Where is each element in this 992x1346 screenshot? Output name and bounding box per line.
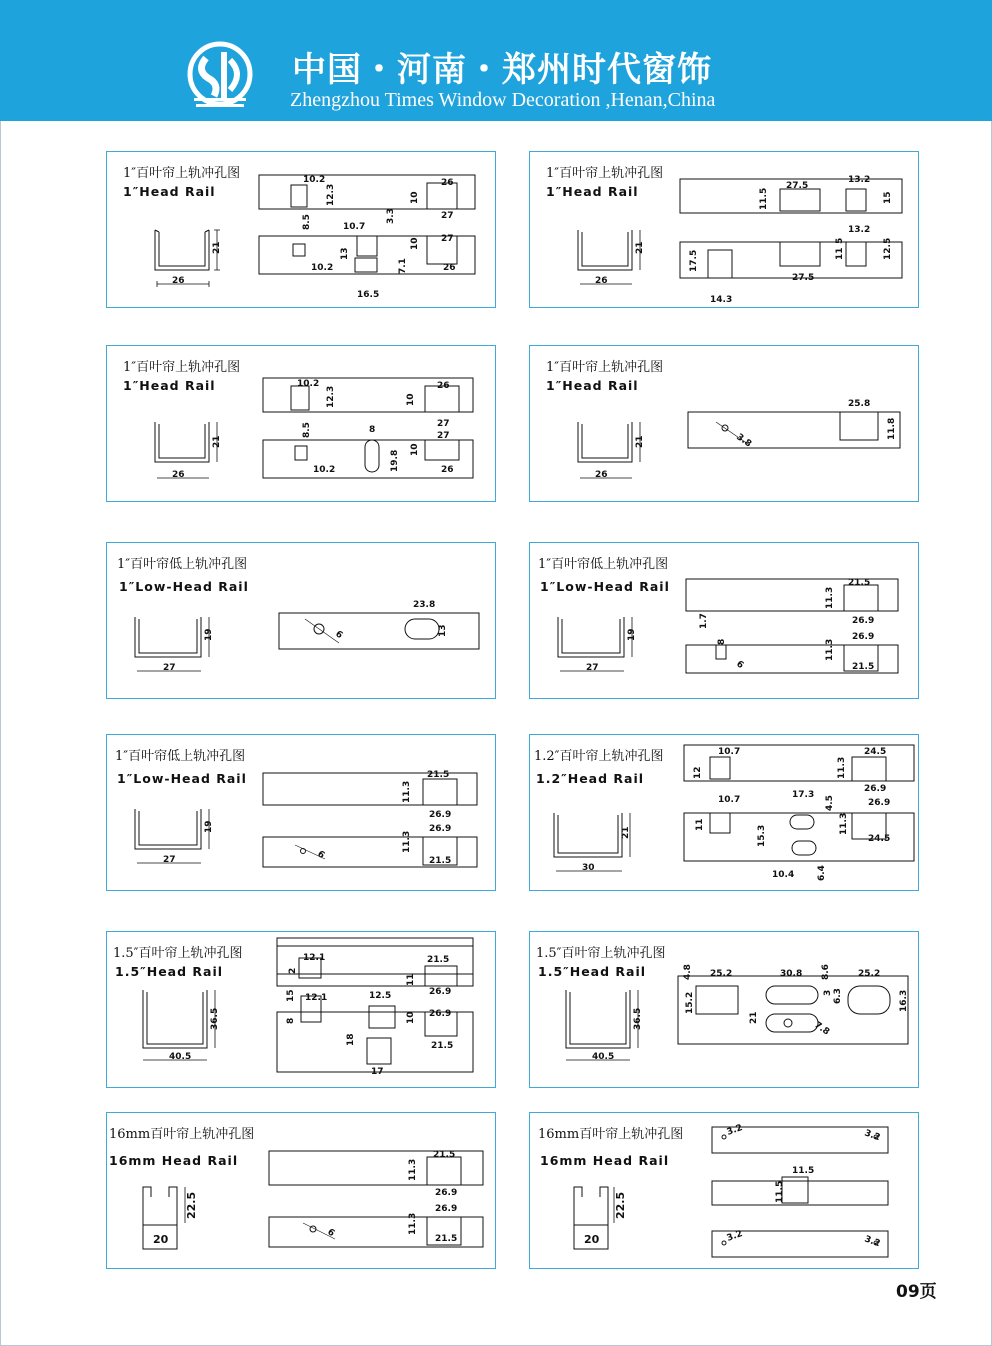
dim-label: 4.5 [825, 795, 835, 811]
dim-label: 13 [340, 247, 350, 260]
dim-label: 24.5 [868, 834, 891, 844]
panel-subtitle: 1″Head Rail [123, 184, 216, 199]
dim-label: 12.1 [303, 953, 326, 963]
dim-label: 10 [410, 191, 420, 204]
panel-title: 16mm百叶帘上轨冲孔图 [109, 1127, 255, 1142]
dim-label: 11.3 [839, 812, 849, 835]
diagram-panel-3 [106, 345, 496, 502]
header-banner [0, 0, 992, 121]
dim-width: 26 [595, 276, 608, 286]
rail-profile [155, 230, 209, 270]
dim-height: 21 [621, 826, 631, 839]
dim-label: 26 [443, 263, 456, 273]
diagram-panel-6 [529, 542, 919, 699]
rail-diagram [107, 346, 495, 501]
dim-label: 27 [441, 234, 454, 244]
panel-subtitle: 1.5″Head Rail [538, 964, 647, 979]
rail-diagram [107, 543, 495, 698]
dim-width: 26 [172, 276, 185, 286]
panel-subtitle: 16mm Head Rail [540, 1153, 670, 1168]
dim-label: 21.5 [427, 955, 450, 965]
dim-label: 10.2 [311, 263, 334, 273]
dim-label: 10 [406, 1011, 416, 1024]
dim-label: 11.3 [825, 586, 835, 609]
dim-label: 16.5 [357, 290, 380, 300]
dim-label: 6.4 [817, 865, 827, 881]
dim-label: 26.9 [852, 632, 875, 642]
rail-diagram [530, 932, 918, 1087]
dim-label: 26 [441, 178, 454, 188]
dim-label: 26.9 [852, 616, 875, 626]
dim-label: 11 [406, 973, 416, 986]
dim-label: 8.5 [302, 422, 312, 438]
dim-height: 22.5 [614, 1191, 627, 1219]
dim-label: 25.2 [710, 969, 733, 979]
dim-label: 21 [749, 1011, 759, 1024]
dim-label: 12.3 [326, 183, 336, 206]
panel-title: 1″百叶帘上轨冲孔图 [546, 166, 664, 181]
dim-label: 13.2 [848, 175, 871, 185]
dim-label: 26.9 [429, 987, 452, 997]
dim-width: 26 [172, 470, 185, 480]
diagram-panel-4 [529, 345, 919, 502]
panel-subtitle: 1″Low-Head Rail [117, 771, 247, 786]
dim-width: 27 [163, 663, 176, 673]
dim-label: 14.3 [710, 295, 733, 305]
rail-diagram [107, 735, 495, 890]
dim-label: 3.2 [862, 1234, 882, 1250]
dim-width: 40.5 [592, 1052, 615, 1062]
dim-label: 1.7 [699, 613, 709, 629]
dim-height: 21 [635, 241, 645, 254]
diagram-panel-7 [106, 734, 496, 891]
panel-title: 1″百叶帘低上轨冲孔图 [117, 557, 248, 572]
dim-label: 23.8 [413, 600, 436, 610]
dim-label: 8 [717, 638, 727, 645]
dim-label: 21.5 [433, 1150, 456, 1160]
company-title-chinese: 中国・河南・郑州时代窗饰 [292, 50, 712, 90]
dim-label: 11.3 [825, 638, 835, 661]
dim-label: 27.5 [792, 273, 815, 283]
dim-label: 2 [288, 967, 298, 974]
dim-label: 3.2 [862, 1128, 882, 1144]
dim-label: 21.5 [427, 770, 450, 780]
panel-subtitle: 1″Head Rail [546, 184, 639, 199]
dim-width: 27 [163, 855, 176, 865]
panel-subtitle: 1.5″Head Rail [115, 964, 224, 979]
dim-width: 27 [586, 663, 599, 673]
rail-diagram [530, 152, 918, 307]
dim-label: 8.5 [302, 214, 312, 230]
dim-height: 19 [204, 820, 214, 833]
dim-label: 27 [437, 419, 450, 429]
rail-diagram [107, 1113, 495, 1268]
dim-label: 21.5 [852, 662, 875, 672]
diagram-panel-5 [106, 542, 496, 699]
dim-label: 7.1 [398, 258, 408, 274]
dim-height: 36.5 [633, 1007, 643, 1030]
rail-diagram [530, 735, 918, 890]
dim-label: 26.9 [435, 1204, 458, 1214]
dim-label: 6 [734, 659, 746, 672]
panel-subtitle: 16mm Head Rail [109, 1153, 239, 1168]
panel-subtitle: 1″Head Rail [123, 378, 216, 393]
dim-label: 11.8 [887, 417, 897, 440]
dim-label: 7.8 [812, 1020, 832, 1038]
dim-label: 10.2 [303, 175, 326, 185]
dim-label: 6 [325, 1227, 337, 1240]
company-logo-icon [186, 40, 254, 110]
dim-label: 27.5 [786, 181, 809, 191]
dim-label: 11.5 [775, 1180, 785, 1203]
dim-label: 16.3 [899, 989, 909, 1012]
dim-label: 11.3 [402, 780, 412, 803]
panel-subtitle: 1″Head Rail [546, 378, 639, 393]
dim-label: 15 [286, 989, 296, 1002]
dim-label: 27 [441, 211, 454, 221]
panel-title: 1″百叶帘低上轨冲孔图 [538, 557, 669, 572]
dim-label: 11 [695, 818, 705, 831]
dim-label: 3.2 [725, 1228, 745, 1244]
panel-title: 1.2″百叶帘上轨冲孔图 [534, 749, 664, 764]
dim-height: 36.5 [210, 1007, 220, 1030]
dim-label: 3 [823, 989, 833, 996]
rail-diagram [530, 543, 918, 698]
panel-subtitle: 1″Low-Head Rail [119, 579, 249, 594]
dim-label: 17.3 [792, 790, 815, 800]
dim-label: 17.5 [689, 249, 699, 272]
dim-label: 10.7 [718, 795, 741, 805]
dim-label: 11.3 [408, 1212, 418, 1235]
panel-title: 16mm百叶帘上轨冲孔图 [538, 1127, 684, 1142]
dim-label: 19.8 [390, 449, 400, 472]
panel-subtitle: 1″Low-Head Rail [540, 579, 670, 594]
dim-label: 12.5 [883, 237, 893, 260]
dim-label: 26 [441, 465, 454, 475]
dim-label: 6 [315, 849, 327, 862]
dim-label: 12.5 [369, 991, 392, 1001]
dim-label: 24.5 [864, 747, 887, 757]
diagram-panel-2 [529, 151, 919, 308]
dim-label: 4.8 [683, 964, 693, 980]
dim-label: 21.5 [435, 1234, 458, 1244]
page-number: 09页 [896, 1282, 937, 1302]
dim-label: 26 [437, 381, 450, 391]
dim-label: 11.3 [837, 756, 847, 779]
dim-label: 5 [835, 237, 845, 244]
dim-label: 6 [333, 629, 345, 642]
dim-label: 11.3 [408, 1158, 418, 1181]
dim-label: 10.2 [297, 379, 320, 389]
dim-label: 25.2 [858, 969, 881, 979]
dim-width: 40.5 [169, 1052, 192, 1062]
dim-height: 22.5 [185, 1191, 198, 1219]
panel-title: 1″百叶帘上轨冲孔图 [123, 166, 241, 181]
company-title-english: Zhengzhou Times Window Decoration ,Henan,China [290, 89, 716, 111]
dim-label: 26.9 [429, 824, 452, 834]
dim-width: 20 [153, 1233, 169, 1246]
dim-label: 26.9 [435, 1188, 458, 1198]
dim-label: 21.5 [848, 578, 871, 588]
diagram-panel-11 [106, 1112, 496, 1269]
panel-title: 1.5″百叶帘上轨冲孔图 [113, 946, 243, 961]
dim-label: 11.5 [792, 1166, 815, 1176]
dim-height: 21 [212, 435, 222, 448]
dim-label: 10.7 [343, 222, 366, 232]
dim-label: 8.6 [821, 964, 831, 980]
dim-label: 11.5 [759, 187, 769, 210]
diagram-panel-9 [106, 931, 496, 1088]
dim-height: 19 [627, 628, 637, 641]
dim-label: 26.9 [868, 798, 891, 808]
dim-label: 10.4 [772, 870, 795, 880]
dim-label: 17 [371, 1067, 384, 1077]
dim-label: 10 [410, 443, 420, 456]
dim-label: 18 [346, 1033, 356, 1046]
dim-label: 13.2 [848, 225, 871, 235]
dim-label: 10 [410, 237, 420, 250]
dim-label: 11 [835, 247, 845, 260]
diagram-panel-1 [106, 151, 496, 308]
dim-width: 30 [582, 863, 595, 873]
panel-title: 1″百叶帘上轨冲孔图 [546, 360, 664, 375]
dim-label: 10.7 [718, 747, 741, 757]
dim-label: 10.2 [313, 465, 336, 475]
dim-label: 10 [406, 393, 416, 406]
dim-label: 13 [438, 624, 448, 637]
rail-diagram [107, 932, 495, 1087]
rail-diagram [530, 346, 918, 501]
dim-height: 19 [204, 628, 214, 641]
panel-title: 1″百叶帘上轨冲孔图 [123, 360, 241, 375]
dim-label: 11.3 [402, 830, 412, 853]
panel-title: 1.5″百叶帘上轨冲孔图 [536, 946, 666, 961]
dim-label: 30.8 [780, 969, 803, 979]
dim-height: 21 [212, 241, 222, 254]
dim-label: 12 [693, 766, 703, 779]
dim-label: 26.9 [429, 1009, 452, 1019]
panel-subtitle: 1.2″Head Rail [536, 771, 645, 786]
dim-label: 21.5 [431, 1041, 454, 1051]
dim-label: 8 [369, 425, 376, 435]
diagram-panel-10 [529, 931, 919, 1088]
dim-label: 26.9 [864, 784, 887, 794]
rail-diagram [530, 1113, 918, 1268]
dim-label: 27 [437, 431, 450, 441]
dim-label: 3.8 [734, 432, 754, 450]
dim-label: 15.2 [685, 991, 695, 1014]
dim-label: 15 [883, 191, 893, 204]
dim-label: 15.3 [757, 824, 767, 847]
diagram-panel-8 [529, 734, 919, 891]
dim-height: 21 [635, 435, 645, 448]
dim-width: 26 [595, 470, 608, 480]
dim-label: 21.5 [429, 856, 452, 866]
diagram-panel-12 [529, 1112, 919, 1269]
dim-label: 12.1 [305, 993, 328, 1003]
rail-diagram [107, 152, 495, 307]
dim-label: 8 [286, 1017, 296, 1024]
panel-title: 1″百叶帘低上轨冲孔图 [115, 749, 246, 764]
dim-label: 26.9 [429, 810, 452, 820]
dim-label: 3.3 [386, 208, 396, 224]
dim-label: 12.3 [326, 385, 336, 408]
dim-width: 20 [584, 1233, 600, 1246]
dim-label: 25.8 [848, 399, 871, 409]
dim-label: 3.2 [725, 1122, 745, 1138]
dim-label: 6.3 [833, 988, 843, 1004]
